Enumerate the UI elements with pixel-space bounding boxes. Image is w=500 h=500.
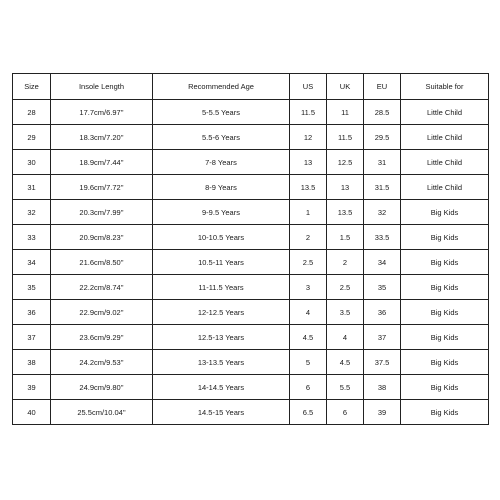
cell-eu: 33.5 [364,225,401,250]
cell-uk: 1.5 [327,225,364,250]
cell-size: 28 [13,100,51,125]
cell-recommended-age: 8-9 Years [153,175,290,200]
table-row [13,375,489,400]
cell-recommended-age: 5.5-6 Years [153,125,290,150]
cell-eu: 31.5 [364,175,401,200]
cell-size: 31 [13,175,51,200]
cell-recommended-age: 12-12.5 Years [153,300,290,325]
cell-size: 40 [13,400,51,425]
cell-size: 33 [13,225,51,250]
cell-uk: 13 [327,175,364,200]
cell-eu: 29.5 [364,125,401,150]
cell-eu: 35 [364,275,401,300]
cell-recommended-age: 10-10.5 Years [153,225,290,250]
cell-uk: 11 [327,100,364,125]
table-body [13,100,489,425]
cell-suitable-for: Little Child [401,100,489,125]
cell-recommended-age: 10.5-11 Years [153,250,290,275]
cell-uk: 11.5 [327,125,364,150]
cell-suitable-for: Big Kids [401,300,489,325]
cell-us: 2.5 [290,250,327,275]
size-chart-table [12,73,489,425]
cell-insole-length: 24.2cm/9.53'' [51,350,153,375]
cell-insole-length: 22.2cm/8.74'' [51,275,153,300]
cell-eu: 38 [364,375,401,400]
cell-insole-length: 24.9cm/9.80'' [51,375,153,400]
cell-uk: 4.5 [327,350,364,375]
table-row [13,100,489,125]
cell-suitable-for: Big Kids [401,325,489,350]
cell-eu: 28.5 [364,100,401,125]
cell-eu: 32 [364,200,401,225]
cell-size: 34 [13,250,51,275]
column-header-suitable-for: Suitable for [401,74,489,100]
cell-uk: 13.5 [327,200,364,225]
cell-eu: 31 [364,150,401,175]
cell-us: 12 [290,125,327,150]
column-header-us: US [290,74,327,100]
cell-suitable-for: Big Kids [401,250,489,275]
cell-eu: 34 [364,250,401,275]
cell-size: 38 [13,350,51,375]
cell-uk: 2 [327,250,364,275]
cell-us: 4 [290,300,327,325]
cell-suitable-for: Big Kids [401,225,489,250]
cell-suitable-for: Big Kids [401,375,489,400]
cell-us: 13 [290,150,327,175]
table-row [13,150,489,175]
table-row [13,350,489,375]
table-row [13,325,489,350]
cell-insole-length: 23.6cm/9.29'' [51,325,153,350]
table-row [13,225,489,250]
cell-insole-length: 20.9cm/8.23'' [51,225,153,250]
cell-suitable-for: Little Child [401,125,489,150]
cell-size: 35 [13,275,51,300]
cell-uk: 6 [327,400,364,425]
cell-uk: 12.5 [327,150,364,175]
cell-eu: 37.5 [364,350,401,375]
cell-us: 3 [290,275,327,300]
column-header-insole-length: Insole Length [51,74,153,100]
table-row [13,175,489,200]
cell-recommended-age: 14.5-15 Years [153,400,290,425]
cell-recommended-age: 12.5-13 Years [153,325,290,350]
table-row [13,200,489,225]
cell-size: 36 [13,300,51,325]
table-row [13,275,489,300]
cell-us: 5 [290,350,327,375]
cell-suitable-for: Big Kids [401,275,489,300]
table-row [13,250,489,275]
table-row [13,125,489,150]
cell-suitable-for: Little Child [401,175,489,200]
table-row [13,300,489,325]
cell-insole-length: 18.3cm/7.20'' [51,125,153,150]
cell-us: 6.5 [290,400,327,425]
cell-insole-length: 18.9cm/7.44'' [51,150,153,175]
cell-suitable-for: Big Kids [401,350,489,375]
cell-size: 39 [13,375,51,400]
cell-uk: 4 [327,325,364,350]
cell-insole-length: 17.7cm/6.97'' [51,100,153,125]
cell-uk: 3.5 [327,300,364,325]
cell-recommended-age: 14-14.5 Years [153,375,290,400]
table-row [13,400,489,425]
cell-size: 29 [13,125,51,150]
column-header-recommended-age: Recommended Age [153,74,290,100]
cell-suitable-for: Little Child [401,150,489,175]
cell-insole-length: 22.9cm/9.02'' [51,300,153,325]
cell-us: 1 [290,200,327,225]
cell-us: 11.5 [290,100,327,125]
cell-uk: 2.5 [327,275,364,300]
cell-eu: 39 [364,400,401,425]
cell-insole-length: 21.6cm/8.50'' [51,250,153,275]
cell-recommended-age: 13-13.5 Years [153,350,290,375]
cell-recommended-age: 9-9.5 Years [153,200,290,225]
cell-eu: 36 [364,300,401,325]
cell-us: 4.5 [290,325,327,350]
cell-suitable-for: Big Kids [401,400,489,425]
cell-suitable-for: Big Kids [401,200,489,225]
cell-insole-length: 25.5cm/10.04'' [51,400,153,425]
cell-us: 6 [290,375,327,400]
cell-recommended-age: 11-11.5 Years [153,275,290,300]
cell-size: 37 [13,325,51,350]
cell-insole-length: 20.3cm/7.99'' [51,200,153,225]
column-header-eu: EU [364,74,401,100]
cell-size: 30 [13,150,51,175]
header-row [13,74,489,100]
cell-eu: 37 [364,325,401,350]
column-header-size: Size [13,74,51,100]
cell-recommended-age: 5-5.5 Years [153,100,290,125]
column-header-uk: UK [327,74,364,100]
cell-recommended-age: 7-8 Years [153,150,290,175]
cell-us: 2 [290,225,327,250]
cell-insole-length: 19.6cm/7.72'' [51,175,153,200]
table-header [13,74,489,100]
cell-size: 32 [13,200,51,225]
cell-uk: 5.5 [327,375,364,400]
cell-us: 13.5 [290,175,327,200]
